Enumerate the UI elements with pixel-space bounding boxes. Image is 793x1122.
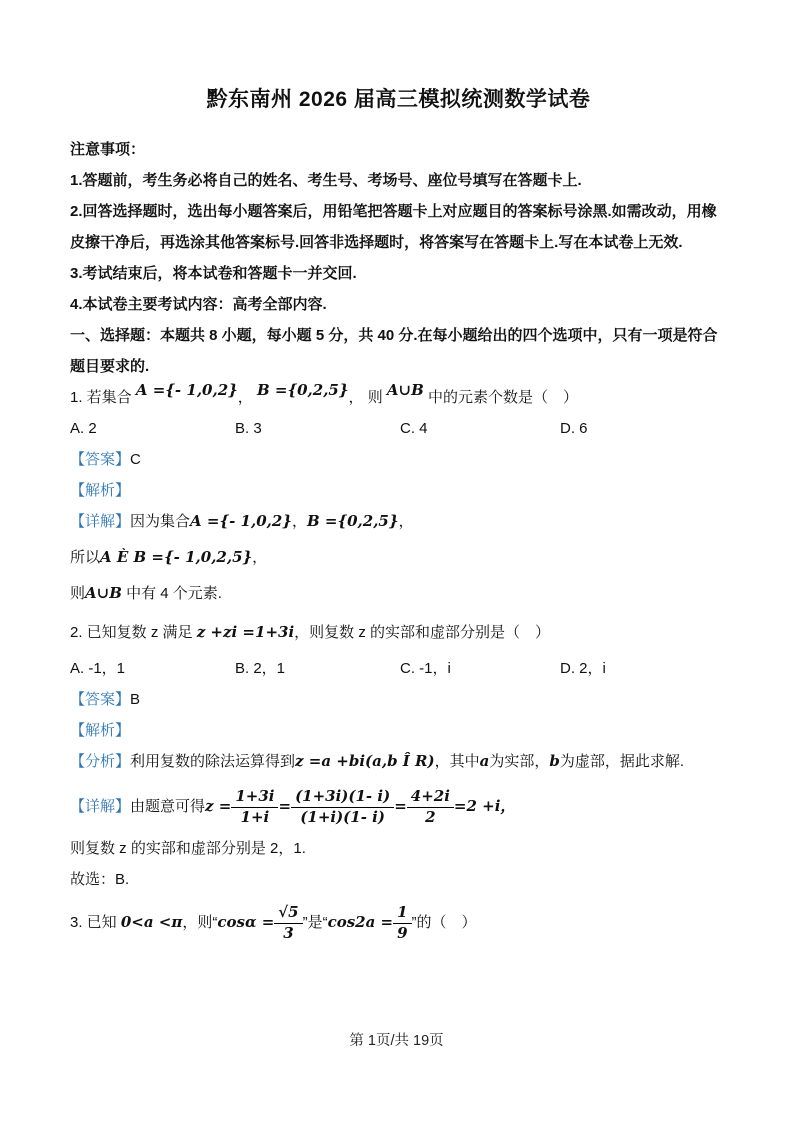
- q3-text-mid-1: ，则“: [182, 913, 218, 931]
- q2-analysis-var-a: a: [479, 752, 490, 770]
- notice-item-4: 4.本试卷主要考试内容：高考全部内容.: [70, 296, 327, 313]
- q3-fraction-2: [393, 903, 411, 943]
- q1-then-union: A∪B: [85, 584, 122, 602]
- q1-text-pre: 1. 若集合: [70, 389, 132, 406]
- question-1-stem: [70, 382, 727, 413]
- q2-fraction-3: [407, 787, 454, 827]
- jiexi-label: 【解析】: [70, 722, 131, 739]
- q1-detail-pre: 因为集合: [130, 513, 191, 530]
- q3-fraction-2-denominator: 9: [397, 923, 408, 942]
- q2-equals-1: =: [278, 796, 292, 815]
- q2-option-c: C. -1，i: [400, 660, 451, 677]
- q2-text-post: ，则复数 z 的实部和虚部分别是（ ）: [294, 624, 550, 641]
- q2-text-pre: 2. 已知复数 z 满足: [70, 624, 193, 641]
- q1-text-post: 中的元素个数是（ ）: [427, 389, 578, 406]
- q1-so-comma: ，: [252, 549, 268, 566]
- q2-analysis-line: [70, 746, 727, 777]
- q3-range-formula: 0<a <π: [120, 912, 183, 931]
- q2-answer-value: B: [130, 691, 141, 708]
- answer-label: 【答案】: [70, 451, 131, 468]
- q1-detail-line: [70, 506, 727, 537]
- q1-option-a: A. 2: [70, 420, 97, 437]
- q2-fraction-1: [231, 787, 278, 827]
- q2-analysis-mid-2: 为实部，: [489, 753, 550, 770]
- q2-fraction-2: [291, 787, 394, 827]
- q2-equation-formula: z +zi =1+3i: [196, 623, 295, 641]
- question-3-stem: [70, 903, 727, 943]
- q3-fraction-1: [274, 903, 302, 943]
- q2-fraction-1-numerator: 1+3i: [231, 787, 278, 808]
- q2-analysis-formula: z =a +bi: [295, 752, 366, 770]
- q1-then-post: 中有 4 个元素.: [121, 585, 222, 602]
- q1-union-set-formula: A È B ={- 1,0,2,5}: [100, 548, 253, 566]
- q1-option-b: B. 3: [235, 420, 262, 437]
- q1-comma-2: ，: [348, 389, 364, 406]
- q2-fraction-3-denominator: 2: [425, 807, 436, 826]
- q3-cos-2alpha: cos2a =: [327, 912, 394, 931]
- q2-fraction-2-numerator: (1+3i)(1- i): [291, 787, 394, 808]
- q2-fraction-3-numerator: 4+2i: [407, 787, 454, 808]
- fenxi-label: 【分析】: [70, 753, 131, 770]
- q1-set-a-formula: A ={- 1,0,2}: [135, 381, 238, 399]
- notice-heading: 注意事项：: [70, 141, 146, 158]
- q2-options-row: [70, 653, 727, 684]
- answer-label: 【答案】: [70, 691, 131, 708]
- xiangjie-label: 【详解】: [70, 513, 131, 530]
- q2-equals-2: =: [394, 796, 407, 815]
- q2-detail-z: z =: [205, 796, 232, 815]
- q1-option-c: C. 4: [400, 420, 428, 437]
- notice-item-2: 2.回答选择题时，选出每小题答案后，用铅笔把答题卡上对应题目的答案标号涂黑.如需改动，用橡皮擦干净后，再选涂其他答案标号.回答非选择题时，将答案写在答题卡上.写在本试卷上无效.: [70, 203, 717, 251]
- xiangjie-label: 【详解】: [70, 797, 131, 815]
- q2-analysis-domain: (a,b Î R): [365, 752, 435, 770]
- q1-answer-line: [70, 444, 727, 475]
- q2-detail-pre: 由题意可得: [130, 797, 206, 815]
- q3-fraction-2-numerator: 1: [393, 903, 411, 924]
- q1-options-row: [70, 413, 727, 444]
- q2-fraction-1-denominator: 1+i: [240, 807, 270, 826]
- q1-so-line: [70, 542, 727, 573]
- q1-union-formula: A∪B: [386, 381, 424, 399]
- q1-then-line: [70, 578, 727, 609]
- q1-comma-1: ，: [237, 389, 253, 406]
- q2-analysis-post: 为虚部，据此求解.: [559, 753, 685, 770]
- q2-option-b: B. 2，1: [235, 660, 286, 677]
- q1-set-b-formula: B ={0,2,5}: [256, 381, 349, 399]
- q2-analysis-mid-1: ，其中: [434, 753, 480, 770]
- q1-option-d: D. 6: [560, 420, 588, 437]
- q1-detail-set-b: B ={0,2,5}: [306, 512, 399, 530]
- page-title: 黔东南州 2026 届高三模拟统测数学试卷: [206, 88, 591, 111]
- q2-option-a: A. -1，1: [70, 660, 126, 677]
- q2-analysis-var-b: b: [549, 752, 560, 770]
- q3-fraction-1-numerator: √5: [274, 903, 302, 924]
- notice-item-1: 1.答题前，考生务必将自己的姓名、考生号、考场号、座位号填写在答题卡上.: [70, 172, 582, 189]
- q2-detail-line: [70, 787, 727, 827]
- q2-jiexi-line: [70, 715, 727, 746]
- q3-fraction-1-denominator: 3: [283, 923, 294, 942]
- q2-choose-line: 故选：B.: [70, 871, 130, 888]
- page-number-footer: 第 1页/共 19页: [349, 1033, 444, 1049]
- q3-text-pre: 3. 已知: [70, 913, 117, 931]
- q2-fraction-2-denominator: (1+i)(1- i): [300, 807, 385, 826]
- q1-text-mid: 则: [367, 389, 383, 406]
- q1-detail-comma-1: ，: [291, 513, 307, 530]
- section-heading: 一、选择题：本题共 8 小题，每小题 5 分，共 40 分.在每小题给出的四个选项中，只有一项是符合题目要求的.: [70, 327, 718, 375]
- q2-detail-result: =2 +i，: [453, 796, 516, 815]
- q1-detail-set-a: A ={- 1,0,2}: [190, 512, 292, 530]
- q1-so-pre: 所以: [70, 549, 101, 566]
- notice-item-3: 3.考试结束后，将本试卷和答题卡一并交回.: [70, 265, 357, 282]
- question-2-stem: [70, 617, 727, 648]
- q3-text-mid-2: ”是“: [302, 913, 328, 931]
- q1-then-pre: 则: [70, 585, 86, 602]
- q2-result-line: 则复数 z 的实部和虚部分别是 2，1.: [70, 840, 306, 857]
- q2-analysis-pre: 利用复数的除法运算得到: [130, 753, 296, 770]
- q1-answer-value: C: [130, 451, 141, 468]
- q1-jiexi-line: [70, 475, 727, 506]
- q3-cos-alpha: cosα =: [217, 912, 275, 931]
- q3-text-post: ”的（ ）: [411, 913, 477, 931]
- q1-detail-comma-2: ，: [398, 513, 414, 530]
- jiexi-label: 【解析】: [70, 482, 131, 499]
- q2-answer-line: [70, 684, 727, 715]
- q2-option-d: D. 2，i: [560, 660, 606, 677]
